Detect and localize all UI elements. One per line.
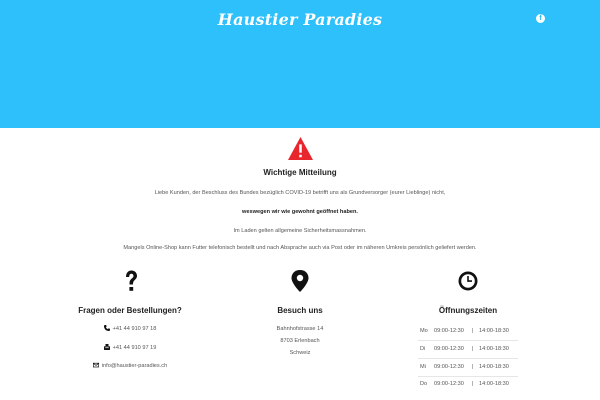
facebook-icon[interactable]: f bbox=[536, 14, 545, 23]
phone-number: +41 44 910 97 18 bbox=[112, 326, 157, 332]
hours-afternoon: 14:00-18:30 bbox=[479, 328, 509, 334]
contact-email[interactable] bbox=[30, 362, 230, 369]
fax-number: +41 44 910 97 19 bbox=[112, 345, 157, 351]
envelope-icon bbox=[93, 362, 99, 368]
clock-icon bbox=[458, 270, 478, 292]
contact-title: Fragen oder Bestellungen? bbox=[78, 306, 182, 315]
hours-day: Mo bbox=[420, 328, 428, 334]
address-country: Schweiz bbox=[289, 350, 311, 356]
hours-divider bbox=[418, 358, 518, 359]
fax-icon bbox=[104, 344, 110, 350]
hours-separator: | bbox=[472, 346, 474, 352]
hours-afternoon: 14:00-18:30 bbox=[479, 346, 509, 352]
notice-line-3: Im Laden gelten allgemeine Sicherheitsmassnahmen. bbox=[233, 228, 367, 234]
hours-title: Öffnungszeiten bbox=[438, 306, 498, 315]
hours-afternoon: 14:00-18:30 bbox=[479, 381, 509, 387]
notice-title: Wichtige Mitteilung bbox=[263, 168, 337, 177]
hours-morning: 09:00-12:30 bbox=[434, 364, 464, 370]
hours-day: Mi bbox=[420, 364, 426, 370]
notice-line-4: Mangels Online-Shop kann Futter telefonisch bestellt und nach Absprache auch via Post oder im näheren Umkreis persönlich geliefert werden. bbox=[123, 245, 477, 251]
phone-icon bbox=[104, 325, 110, 331]
hours-separator: | bbox=[472, 381, 474, 387]
hours-divider bbox=[418, 376, 518, 377]
hours-morning: 09:00-12:30 bbox=[434, 346, 464, 352]
hours-separator: | bbox=[472, 364, 474, 370]
address-street: Bahnhofstrasse 14 bbox=[276, 326, 324, 332]
hours-day: Do bbox=[420, 381, 428, 387]
hours-divider bbox=[418, 340, 518, 341]
address-city: 8703 Erlenbach bbox=[280, 338, 320, 344]
warning-icon bbox=[288, 137, 313, 160]
hours-morning: 09:00-12:30 bbox=[434, 328, 464, 334]
hours-afternoon: 14:00-18:30 bbox=[479, 364, 509, 370]
visit-title: Besuch uns bbox=[277, 306, 323, 315]
question-icon bbox=[121, 270, 141, 292]
notice-line-1: Liebe Kunden, der Beschluss des Bundes bezüglich COVID-19 betrifft uns als Grundversorger (eurer Lieblinge) nicht, bbox=[154, 190, 446, 196]
notice-line-2: weswegen wir wie gewohnt geöffnet haben. bbox=[242, 209, 358, 215]
email-address: info@haustier-paradies.ch bbox=[101, 363, 168, 369]
map-pin-icon bbox=[290, 270, 310, 292]
site-title[interactable]: Haustier Paradies bbox=[217, 10, 383, 29]
hours-day: Di bbox=[420, 346, 426, 352]
hours-separator: | bbox=[472, 328, 474, 334]
hours-morning: 09:00-12:30 bbox=[434, 381, 464, 387]
